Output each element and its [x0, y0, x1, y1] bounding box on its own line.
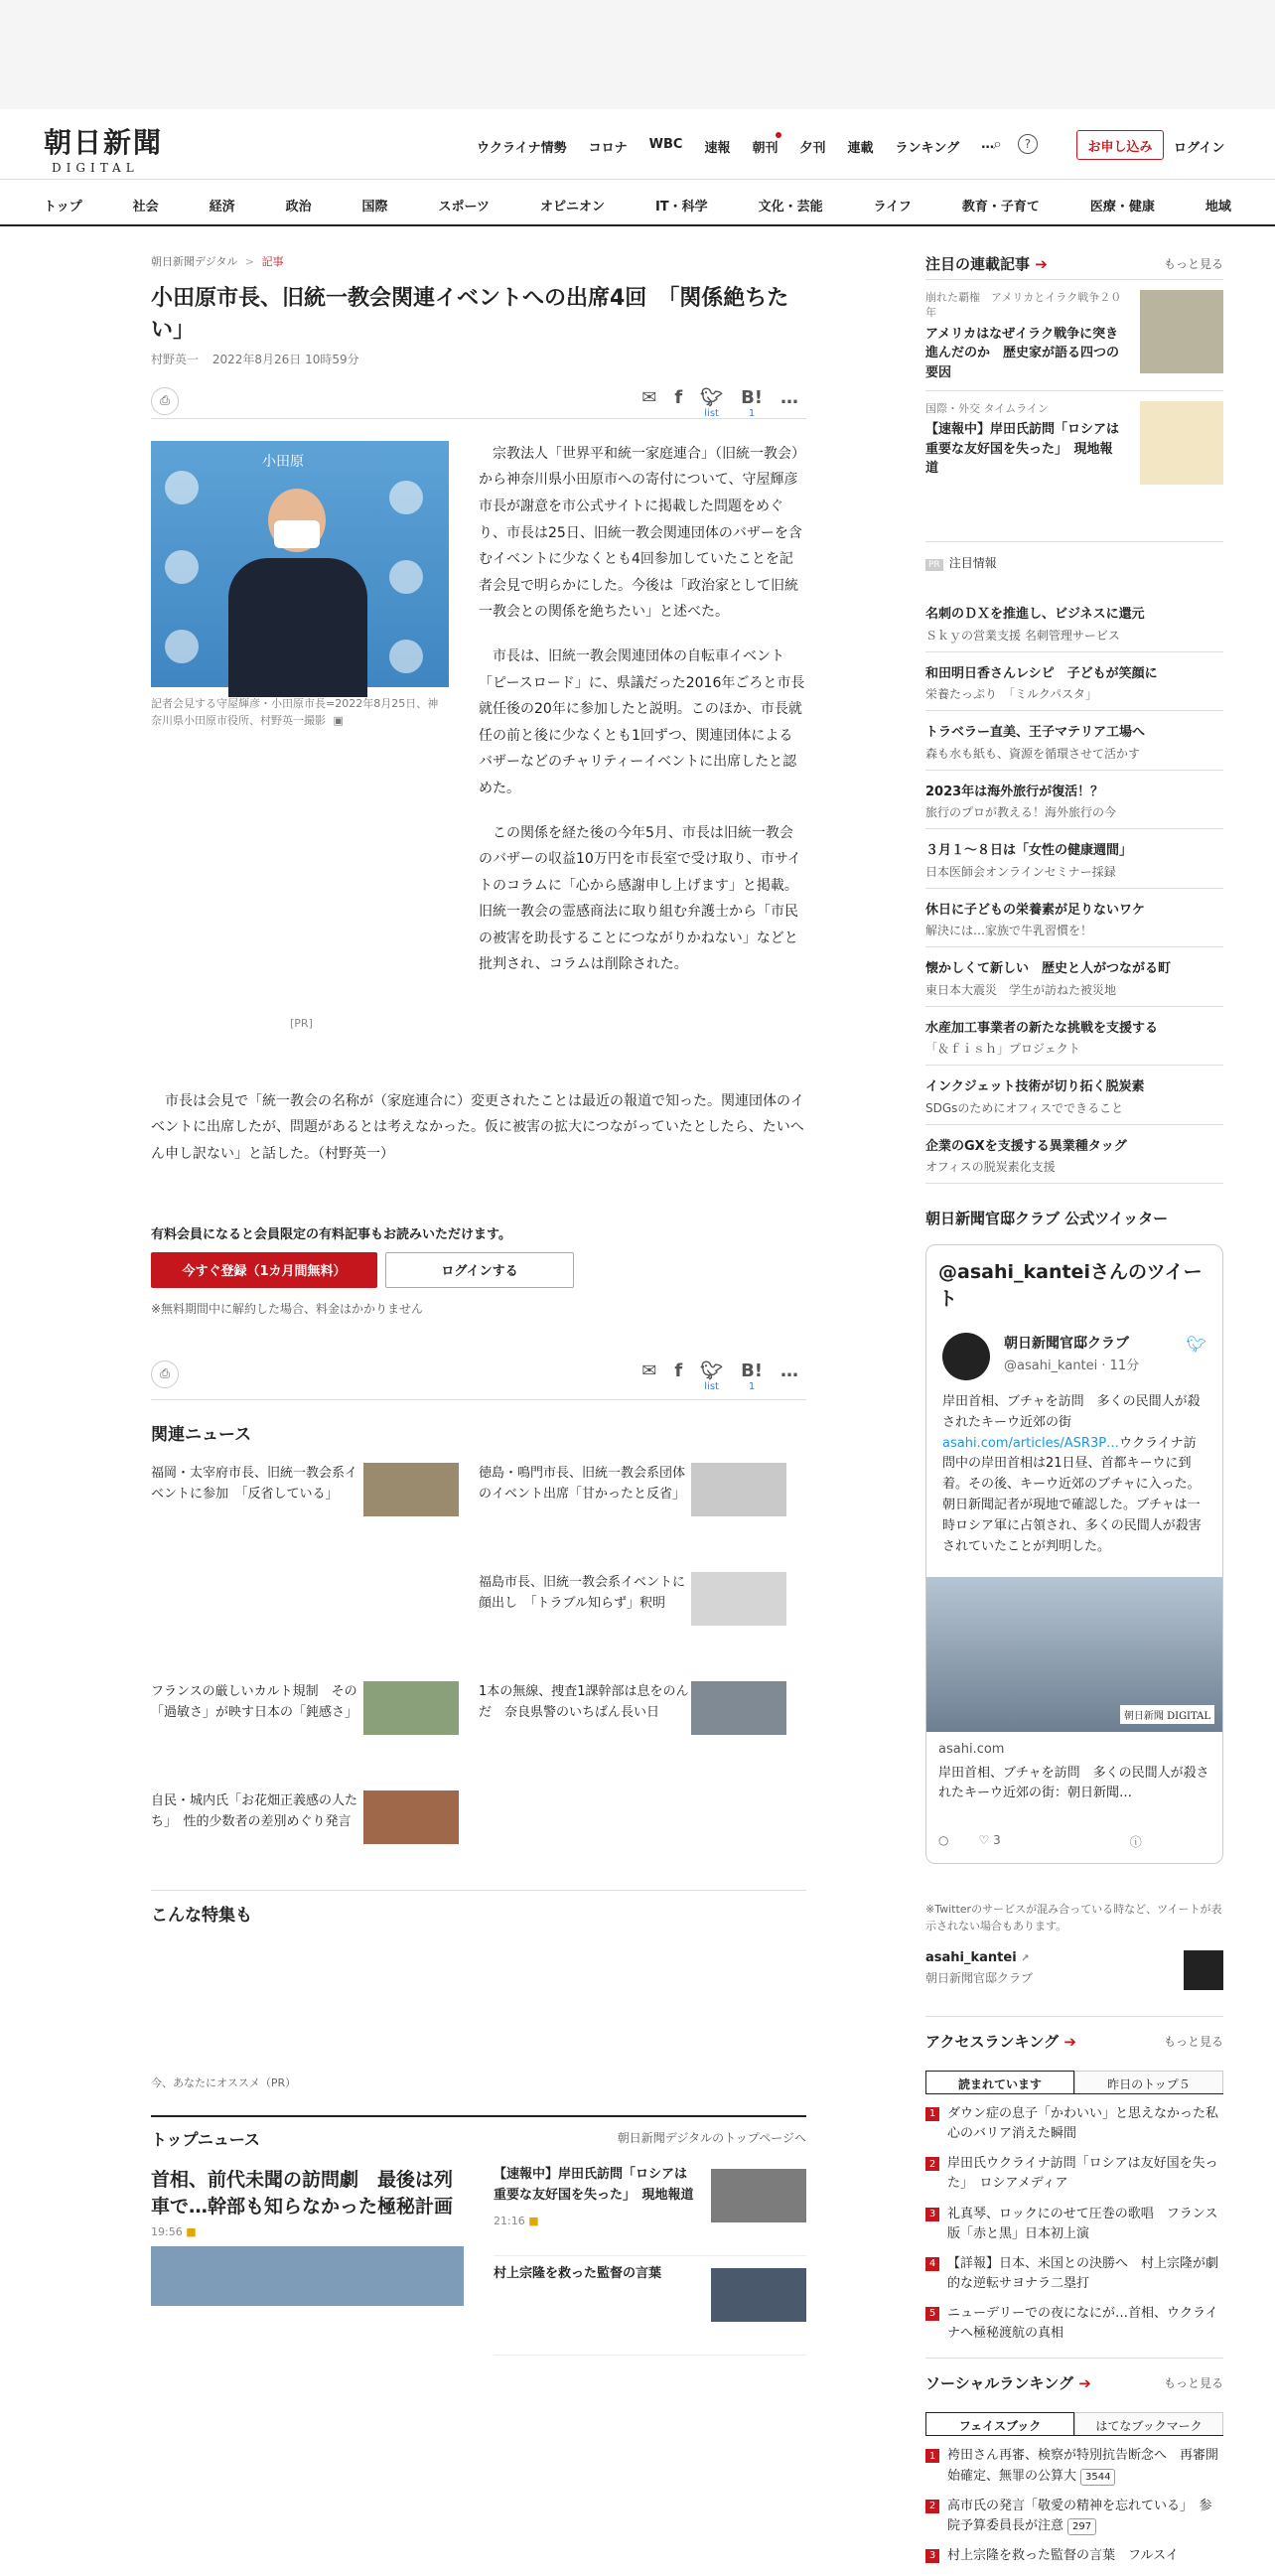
social-rank-list	[925, 2446, 1223, 2566]
top-ad-area	[0, 0, 1275, 109]
share-list-link[interactable]: list	[704, 1380, 719, 1392]
avatar[interactable]	[942, 1333, 990, 1380]
pr-title: 2023年は海外旅行が復活！？	[925, 784, 1104, 799]
pr-item[interactable]	[925, 889, 1223, 948]
tweet-text	[942, 1392, 1208, 1557]
serial-heading	[925, 253, 1223, 279]
cat-economy[interactable]: 経済	[209, 200, 235, 215]
photo-caption-text: 記者会見する守屋輝彦・小田原市長=2022年8月25日、神奈川県小田原市役所、村野英一撮影	[151, 696, 439, 727]
twitter-icon[interactable]: 🐦︎ list	[700, 1360, 724, 1392]
logo-main-text: 朝日新聞	[44, 126, 164, 159]
pr-item[interactable]	[925, 829, 1223, 889]
pr-sub: オフィスの脱炭素化支援	[925, 1160, 1056, 1174]
article-paragraph	[479, 644, 806, 802]
related-title: フランスの厳しいカルト規制 その「過敏さ」が映す日本の「鈍感さ」	[151, 1683, 358, 1721]
serial-title: アメリカはなぜイラク戦争に突き進んだのか 歴史家が語る四つの要因	[925, 326, 1120, 380]
paywall-login-button[interactable]: ログインする	[385, 1252, 574, 1288]
pr-title: 名刺のＤＸを推進し、ビジネスに還元	[925, 607, 1145, 622]
mail-icon[interactable]: ✉	[641, 386, 657, 408]
twitter-note: ※Twitterのサービスが混み合っている時など、ツイートが表示されない場合もあります。	[925, 1903, 1222, 1932]
cat-life[interactable]: ライフ	[873, 200, 912, 215]
hatena-bookmark-icon[interactable]: B! 1	[741, 1360, 763, 1392]
site-header	[0, 109, 1275, 179]
paragraph-4-text: 市長は会見で「統一教会の名称が（家庭連合に）変更されたことは最近の報道で知った。関連団体のイベントに出席したが、問題があるとは考えなかった。仮に被害の拡大につながっていたとしたら、たいへん申し訳ない」と話した。（村野英一）	[151, 1092, 804, 1162]
new-dot-icon	[776, 132, 781, 138]
hatena-count: 1	[748, 1380, 756, 1392]
logo-sub-text: DIGITAL	[52, 161, 139, 175]
related-item[interactable]	[479, 1572, 806, 1651]
pr-sub: 「＆ｆｉｓｈ」プロジェクト	[925, 1042, 1080, 1056]
tweet-text-b: ウクライナ訪問中の岸田首相は21日昼、首都キーウに到着。その後、キーウ近郊のブチャに入った。朝日新聞記者が現地で確認した。ブチャは一時ロシア軍に占領され、多くの民間人が殺害されていたことが判明した。	[942, 1435, 1202, 1554]
related-heading: 関連ニュース	[151, 1424, 252, 1445]
account-name-text: asahi_kantei	[925, 1950, 1017, 1965]
rank-number: 4	[925, 2257, 939, 2271]
article-photo[interactable]	[151, 441, 449, 687]
topnews-main-image	[151, 2246, 464, 2306]
facebook-icon[interactable]: f	[674, 386, 683, 408]
topnav-series[interactable]: 連載	[847, 141, 874, 156]
tweet-author-handle: @asahi_kantei · 11分	[1004, 1359, 1140, 1373]
arrow-right-icon: ➔	[1063, 2033, 1076, 2051]
rank-title: 【詳報】日本、米国との決勝へ 村上宗隆が劇的な逆転サヨナラ二塁打	[947, 2255, 1219, 2291]
related-item[interactable]	[151, 1681, 479, 1761]
pr-title: トラベラー直美、王子マテリア工場へ	[925, 725, 1146, 740]
topnews-side-item[interactable]	[494, 2264, 806, 2356]
print-icon[interactable]: ⎙	[151, 1360, 179, 1388]
recommend-pr-note: 今、あなたにオススメ（PR）	[151, 2075, 297, 2089]
rank-item[interactable]	[925, 2546, 1223, 2566]
rank-item[interactable]	[925, 2254, 1223, 2294]
tab-yesterday-top5[interactable]: 昨日のトップ５	[1074, 2071, 1223, 2093]
topnav-morning[interactable]	[752, 137, 778, 156]
topnews-side-thumbnail	[711, 2268, 806, 2322]
tweet-image[interactable]	[926, 1577, 1222, 1732]
cat-society[interactable]: 社会	[132, 200, 159, 215]
access-tabs	[925, 2071, 1223, 2094]
tweet-image-logo: 朝日新聞 DIGITAL	[1120, 1705, 1214, 1724]
rank-item[interactable]	[925, 2446, 1223, 2486]
photo-caption	[151, 695, 449, 729]
article-title: 小田原市長、旧統一教会関連イベントへの出席4回 「関係絶ちたい」	[151, 286, 789, 343]
pr-mark: [PR]	[290, 1016, 313, 1030]
top-news	[151, 2115, 806, 2281]
cat-region[interactable]: 地域	[1204, 200, 1231, 215]
rank-number: 3	[925, 2549, 939, 2563]
social-ranking	[925, 2358, 1223, 2566]
cat-it-science[interactable]: IT・科学	[654, 200, 708, 215]
topnews-side-list	[494, 2165, 806, 2356]
serial-category: 国際・外交 タイムライン	[925, 402, 1049, 415]
related-thumbnail	[363, 1463, 459, 1516]
rank-item[interactable]	[925, 2104, 1232, 2144]
cat-health[interactable]: 医療・健康	[1089, 200, 1155, 215]
cat-opinion[interactable]: オピニオン	[539, 200, 605, 215]
sidebar	[925, 253, 1232, 2576]
serial-thumbnail	[1140, 401, 1223, 485]
topnews-side-thumbnail	[711, 2169, 806, 2222]
like-icon[interactable]: ♡ 3	[978, 1833, 1001, 1847]
related-news-list	[151, 1463, 806, 1870]
hatena-count: 1	[748, 407, 756, 419]
pr-list	[925, 593, 1223, 1184]
topnav-more[interactable]: …	[981, 137, 995, 152]
top-nav	[477, 137, 994, 156]
related-thumbnail	[363, 1681, 459, 1735]
search-icon[interactable]: ⌕	[993, 134, 1002, 153]
info-icon[interactable]: ⓘ	[1129, 1835, 1142, 1849]
arrow-right-icon: ➔	[1078, 2374, 1091, 2393]
pr-sub: 日本医師会オンラインセミナー採録	[925, 864, 1116, 879]
account-name	[925, 1950, 1223, 1965]
article-byline	[151, 351, 806, 367]
lock-icon: ■	[186, 2225, 197, 2239]
photo-sign-text: 小田原	[262, 453, 304, 470]
rank-item[interactable]	[925, 2154, 1223, 2194]
pr-sub: 栄養たっぷり 「ミルクパスタ」	[925, 687, 1098, 701]
share-bar-top	[151, 387, 806, 419]
pr-title: 和田明日香さんレシピ 子どもが笑顔に	[925, 665, 1158, 681]
cat-international[interactable]: 国際	[361, 200, 388, 215]
topnav-breaking[interactable]: 速報	[704, 141, 731, 156]
topnews-main-time	[151, 2225, 464, 2238]
breadcrumb-home[interactable]: 朝日新聞デジタル	[151, 255, 238, 268]
rank-title: 高市氏の発言「敬愛の精神を忘れている」 参院予算委員長が注意	[947, 2498, 1212, 2533]
rank-title: ニューデリーでの夜になにが…首相、ウクライナへ極秘渡航の真相	[947, 2306, 1218, 2342]
pr-item[interactable]	[925, 771, 1223, 830]
social-ranking-heading-text[interactable]: ソーシャルランキング	[925, 2374, 1073, 2393]
rank-title: 岸田氏ウクライナ訪問「ロシアは友好国を失った」 ロシアメディア	[947, 2156, 1218, 2192]
help-icon[interactable]: ?	[1018, 134, 1038, 154]
pr-sub: 森も水も紙も、資源を循環させて活かす	[925, 746, 1141, 761]
rank-title: 村上宗隆を救った監督の言葉 フルスイ	[947, 2547, 1179, 2563]
serial-item[interactable]	[925, 390, 1223, 501]
tweet-author-name[interactable]: 朝日新聞官邸クラブ	[1004, 1336, 1129, 1352]
print-icon[interactable]: ⎙	[151, 387, 179, 415]
related-item[interactable]	[479, 1681, 806, 1761]
rank-item[interactable]	[925, 2497, 1223, 2536]
rank-number: 5	[925, 2307, 939, 2321]
access-ranking	[925, 2016, 1232, 2344]
serial-more-link[interactable]: もっと見る	[1163, 257, 1223, 271]
social-ranking-heading	[925, 2372, 1223, 2398]
breadcrumb	[151, 253, 806, 269]
related-item-empty	[151, 1572, 479, 1651]
serial-heading-text[interactable]: 注目の連載記事	[925, 255, 1031, 273]
topnav-ukraine[interactable]: ウクライナ情勢	[477, 141, 567, 156]
pr-title: 休日に子どもの栄養素が足りないワケ	[925, 902, 1146, 918]
social-more-link[interactable]: もっと見る	[1163, 2376, 1223, 2391]
tweet-text-a: 岸田首相、ブチャを訪問 多くの民間人が殺されたキーウ近郊の街	[942, 1394, 1201, 1430]
twitter-embed-title: @asahi_kanteiさんのツイート	[938, 1261, 1203, 1310]
cat-sports[interactable]: スポーツ	[438, 200, 491, 215]
mail-icon[interactable]: ✉	[641, 1360, 657, 1381]
serial-category: 崩れた覇権 アメリカとイラク戦争２０年	[925, 291, 1122, 320]
publish-date: 2022年8月26日 10時59分	[212, 352, 359, 366]
tweet-actions	[938, 1833, 1142, 1850]
related-thumbnail	[691, 1681, 786, 1735]
tweet-card-domain: asahi.com	[938, 1742, 1005, 1757]
topnav-evening[interactable]: 夕刊	[799, 141, 826, 156]
serial-item[interactable]	[925, 279, 1223, 390]
facebook-icon[interactable]: f	[674, 1360, 683, 1381]
arrow-right-icon: ➔	[1035, 255, 1048, 273]
related-thumbnail	[691, 1463, 786, 1516]
twitter-icon[interactable]: 🐦︎ list	[700, 386, 724, 419]
account-desc: 朝日新聞官邸クラブ	[925, 1971, 1034, 1985]
breadcrumb-separator: >	[244, 255, 255, 268]
topnews-side-item[interactable]	[494, 2165, 806, 2256]
twitter-bird-icon[interactable]: 🐦︎	[1186, 1335, 1206, 1354]
lock-icon: ■	[528, 2214, 539, 2227]
rank-number: 2	[925, 2157, 939, 2171]
share-count-badge: 297	[1067, 2518, 1096, 2536]
main-column	[151, 253, 806, 2090]
related-item[interactable]	[151, 1463, 479, 1542]
rank-number: 3	[925, 2208, 939, 2221]
pr-item[interactable]	[925, 947, 1223, 1007]
tab-most-read[interactable]: 読まれています	[925, 2071, 1074, 2093]
rank-title: 袴田さん再審、検察が特別抗告断念へ 再審開始確定、無罪の公算大	[947, 2448, 1219, 2484]
pr-item[interactable]	[925, 1066, 1223, 1125]
breadcrumb-current[interactable]: 記事	[261, 255, 284, 268]
related-title: 自民・城内氏「お花畑正義感の人たち」 性的少数者の差別めぐり発言	[151, 1792, 358, 1830]
cat-culture[interactable]: 文化・芸能	[758, 200, 823, 215]
related-item[interactable]	[151, 1790, 479, 1870]
tweet-card-title[interactable]: 岸田首相、ブチャを訪問 多くの民間人が殺されたキーウ近郊の街：朝日新聞…	[938, 1766, 1209, 1800]
topnav-corona[interactable]: コロナ	[588, 141, 628, 156]
rank-title: ダウン症の息子「かわいい」と思えなかった私 心のバリア消えた瞬間	[947, 2106, 1232, 2142]
rank-number: 1	[925, 2449, 939, 2463]
article-body	[151, 441, 806, 1204]
pr-sub: Ｓｋｙの営業支援 名刺管理サービス	[925, 628, 1120, 643]
pr-title: インクジェット技術が切り拓く脱炭素	[925, 1079, 1145, 1094]
pr-sub: 東日本大震災 学生が訪ねた被災地	[925, 982, 1117, 997]
pr-title: 水産加工事業者の新たな挑戦を支援する	[925, 1020, 1159, 1036]
share-bar-bottom	[151, 1360, 806, 1400]
serial-thumbnail	[1140, 290, 1223, 373]
related-title: 1本の無線、捜査1課幹部は息をのんだ 奈良県警のいちばん長い日	[479, 1683, 689, 1721]
tweet-link[interactable]: asahi.com/articles/ASR3P…	[942, 1435, 1120, 1451]
pr-sub: 解決には…家族で牛乳習慣を！	[925, 924, 1093, 937]
topnews-side-time	[494, 2213, 697, 2230]
serial-title: 【速報中】岸田氏訪問「ロシアは重要な友好国を失った」 現地報道	[925, 422, 1120, 477]
pr-item[interactable]	[925, 652, 1223, 712]
cat-education[interactable]: 教育・子育て	[961, 200, 1040, 215]
rank-title: 礼真琴、ロックにのせて圧巻の歌唱 フランス版「赤と黒」日本初上演	[947, 2206, 1218, 2241]
paywall	[151, 1223, 806, 1317]
access-rank-list	[925, 2104, 1232, 2344]
category-nav	[0, 179, 1275, 226]
special-heading: こんな特集も	[151, 1890, 806, 1926]
article-paragraph	[151, 1088, 806, 1168]
related-item[interactable]	[479, 1463, 806, 1542]
twitter-account[interactable]	[925, 1950, 1223, 1994]
paragraph-3-text: この関係を経た後の今年5月、市長は旧統一教会のバザーの収益10万円を市長室で受け取り、市サイトのコラムに「心から感謝申し上げます」と掲載。旧統一教会の霊感商法に取り組む弁護士から「市民の被害を助長することにつながりかねない」などと批判され、コラムは削除された。	[479, 824, 801, 973]
related-thumbnail	[363, 1790, 459, 1844]
pr-badge: PR	[925, 559, 943, 571]
topnews-main-time-text: 19:56	[151, 2225, 183, 2239]
topnews-main-title: 首相、前代未聞の訪問劇 最後は列車で…幹部も知らなかった極秘計画	[151, 2169, 454, 2218]
topnav-wbc[interactable]: WBC	[648, 137, 683, 152]
paywall-note: ※無料期間中に解約した場合、料金はかかりません	[151, 1301, 424, 1316]
pr-item[interactable]	[925, 593, 1223, 652]
access-ranking-heading-text[interactable]: アクセスランキング	[925, 2033, 1060, 2051]
share-icons	[641, 387, 798, 419]
cat-top[interactable]: トップ	[44, 200, 82, 215]
topnews-side-title: 村上宗隆を救った監督の言葉	[494, 2266, 662, 2281]
article-text-column	[479, 441, 806, 996]
topnews-toppage-link[interactable]: 朝日新聞デジタルのトップページへ	[617, 2131, 806, 2145]
pr-title: ３月１～８日は「女性の健康週間」	[925, 843, 1133, 858]
site-logo[interactable]	[44, 121, 173, 175]
paragraph-2-text: 市長は、旧統一教会関連団体の自転車イベント「ピースロード」に、県議だった2016年ごろと市長就任後の20年に参加したと説明。このほか、市長就任の前と後に少なくとも1回ずつ、関連団体によるバザーなどのチャリティーイベントに出席したと認めた。	[479, 647, 805, 796]
share-icons	[641, 1360, 798, 1392]
topnews-side-title: 【速報中】岸田氏訪問「ロシアは重要な友好国を失った」 現地報道	[494, 2167, 694, 2203]
related-title: 徳島・鳴門市長、旧統一教会系団体のイベント出席「甘かったと反省」	[479, 1465, 686, 1503]
article-paragraph	[479, 820, 806, 979]
rank-item[interactable]	[925, 2304, 1223, 2344]
account-thumbnail	[1184, 1950, 1223, 1990]
share-count-badge: 3544	[1080, 2469, 1115, 2487]
external-link-icon: ↗	[1021, 1953, 1030, 1964]
paywall-text: 有料会員になると会員限定の有料記事もお読みいただけます。	[151, 1226, 511, 1242]
rank-number: 1	[925, 2107, 939, 2121]
pr-sub: SDGsのためにオフィスでできること	[925, 1100, 1124, 1115]
twitter-embed[interactable]	[925, 1244, 1223, 1864]
reply-icon[interactable]: ○	[938, 1833, 949, 1847]
tab-facebook[interactable]: フェイスブック	[925, 2412, 1074, 2435]
pr-sub: 旅行のプロが教える！海外旅行の今	[925, 805, 1117, 819]
more-share-icon[interactable]: …	[780, 1360, 798, 1381]
rank-item[interactable]	[925, 2205, 1223, 2244]
pr-item[interactable]	[925, 1125, 1223, 1185]
rank-number: 2	[925, 2500, 939, 2513]
notice-label: 注目情報	[948, 556, 997, 570]
share-list-link[interactable]: list	[704, 407, 719, 419]
pr-title: 企業のGXを支援する異業種タッグ	[925, 1138, 1127, 1154]
like-count: 3	[993, 1833, 1001, 1847]
expand-image-icon[interactable]: ▣	[333, 713, 344, 727]
tab-hatena[interactable]: はてなブックマーク	[1074, 2412, 1223, 2435]
hatena-bookmark-icon[interactable]: B! 1	[741, 386, 763, 419]
related-thumbnail	[691, 1572, 786, 1626]
pr-title: 懐かしくて新しい 歴史と人がつながる町	[925, 961, 1172, 976]
pr-item[interactable]	[925, 1007, 1223, 1067]
notice-heading	[925, 541, 1223, 581]
topnav-ranking[interactable]: ランキング	[895, 141, 960, 156]
more-share-icon[interactable]: …	[780, 386, 798, 408]
subscribe-button[interactable]: お申し込み	[1076, 130, 1164, 160]
related-title: 福島市長、旧統一教会系イベントに顔出し 「トラブル知らず」釈明	[479, 1574, 686, 1612]
topnav-morning-label: 朝刊	[752, 141, 779, 156]
article-paragraph	[479, 441, 806, 626]
paragraph-1-text: 宗教法人「世界平和統一家庭連合」（旧統一教会）から神奈川県小田原市への寄付について、守屋輝彦市長が謝意を市公式サイトに掲載した問題をめぐり、市長は25日、旧統一教会関連団体のバザーを含むイベントに少なくとも4回参加していたことを記者会見で明らかにした。今後は「政治家として旧統一教会との関係を絶ちたい」と述べた。	[479, 445, 805, 621]
header-icons	[993, 134, 1038, 154]
author-name[interactable]: 村野英一	[151, 352, 200, 366]
related-title: 福岡・太宰府市長、旧統一教会系イベントに参加 「反省している」	[151, 1465, 358, 1503]
pr-item[interactable]	[925, 711, 1223, 771]
login-link[interactable]: ログイン	[1174, 141, 1225, 156]
topnews-side-time-text: 21:16	[494, 2214, 525, 2227]
access-more-link[interactable]: もっと見る	[1163, 2035, 1223, 2049]
register-button[interactable]: 今すぐ登録（1カ月間無料）	[151, 1252, 377, 1288]
cat-politics[interactable]: 政治	[285, 200, 312, 215]
twitter-heading: 朝日新聞官邸クラブ 公式ツイッター	[925, 1210, 1169, 1227]
access-ranking-heading	[925, 2031, 1223, 2057]
social-tabs	[925, 2412, 1223, 2436]
topnews-heading: トップニュース	[151, 2130, 260, 2149]
topnews-main-item[interactable]	[151, 2167, 464, 2306]
